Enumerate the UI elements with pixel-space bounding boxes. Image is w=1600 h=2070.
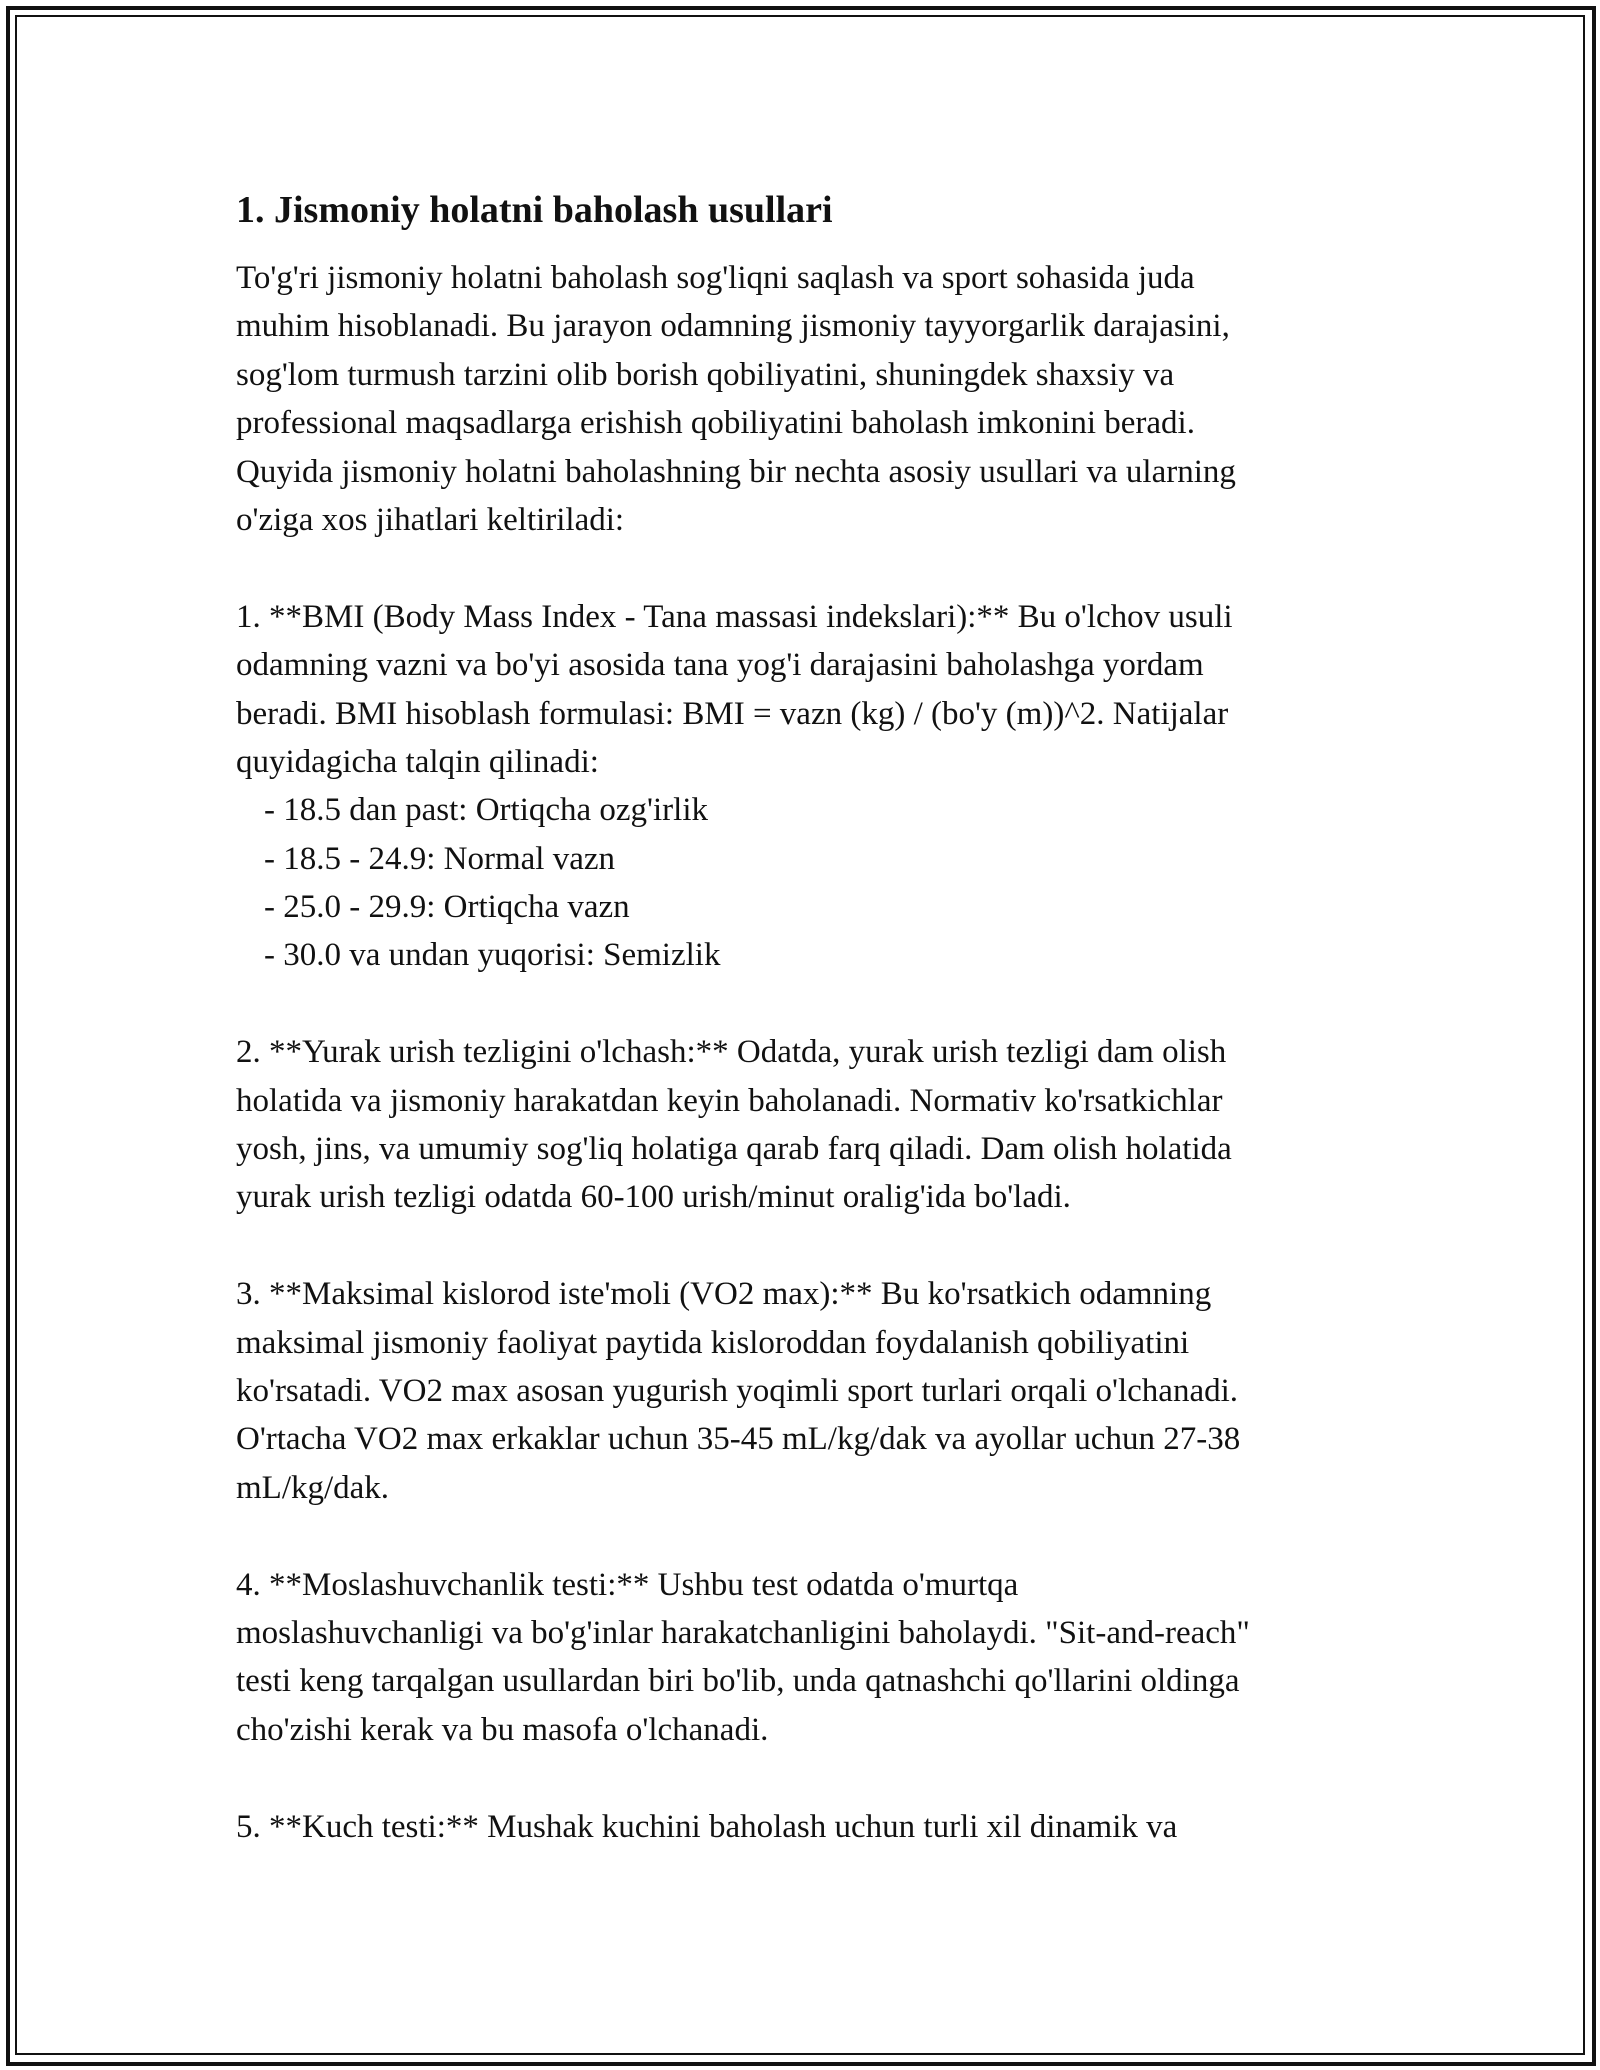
vo2max-line: 3. **Maksimal kislorod iste'moli (VO2 max):** Bu ko'rsatkich odamning bbox=[236, 1276, 1212, 1313]
paragraph-gap bbox=[236, 980, 1376, 1028]
intro-line: o'ziga xos jihatlari keltiriladi: bbox=[236, 501, 625, 538]
bmi-line: beradi. BMI hisoblash formulasi: BMI = vazn (kg) / (bo'y (m))^2. Natijalar bbox=[236, 695, 1229, 732]
flexibility-line: moslashuvchanligi va bo'g'inlar harakatchanligini baholaydi. "Sit-and-reach" bbox=[236, 1614, 1250, 1651]
bmi-line: 1. **BMI (Body Mass Index - Tana massasi indekslari):** Bu o'lchov usuli bbox=[236, 598, 1233, 635]
intro-line: sog'lom turmush tarzini olib borish qobiliyatini, shuningdek shaxsiy va bbox=[236, 356, 1175, 393]
vo2max-line: ko'rsatadi. VO2 max asosan yugurish yoqimli sport turlari orqali o'lchanadi. bbox=[236, 1372, 1239, 1409]
paragraph-gap bbox=[236, 1222, 1376, 1270]
bmi-range-item: - 30.0 va undan yuqorisi: Semizlik bbox=[264, 937, 721, 974]
bmi-line: quyidagicha talqin qilinadi: bbox=[236, 743, 599, 780]
bmi-range-item: - 18.5 dan past: Ortiqcha ozg'irlik bbox=[264, 792, 709, 829]
intro-line: To'g'ri jismoniy holatni baholash sog'liqni saqlash va sport sohasida juda bbox=[236, 260, 1195, 296]
paragraph-gap bbox=[236, 1754, 1376, 1802]
flexibility-line: cho'zishi kerak va bu masofa o'lchanadi. bbox=[236, 1711, 769, 1748]
vo2max-paragraph bbox=[236, 1270, 1376, 1512]
heart-rate-paragraph bbox=[236, 1028, 1376, 1222]
paragraph-gap bbox=[236, 1512, 1376, 1560]
bmi-range-item: - 18.5 - 24.9: Normal vazn bbox=[264, 840, 615, 877]
heart-rate-line: yosh, jins, va umumiy sog'liq holatiga qarab farq qiladi. Dam olish holatida bbox=[236, 1131, 1232, 1168]
strength-paragraph bbox=[236, 1803, 1376, 1851]
section-title: 1. Jismoniy holatni baholash usullari bbox=[236, 189, 833, 231]
heart-rate-line: yurak urish tezligi odatda 60-100 urish/minut oralig'ida bo'ladi. bbox=[236, 1179, 1071, 1216]
strength-line: 5. **Kuch testi:** Mushak kuchini baholash uchun turli xil dinamik va bbox=[236, 1808, 1178, 1845]
flexibility-line: 4. **Moslashuvchanlik testi:** Ushbu test odatda o'murtqa bbox=[236, 1566, 1019, 1603]
vo2max-line: O'rtacha VO2 max erkaklar uchun 35-45 mL/kg/dak va ayollar uchun 27-38 bbox=[236, 1421, 1241, 1458]
flexibility-line: testi keng tarqalgan usullardan biri bo'lib, unda qatnashchi qo'llarini oldinga bbox=[236, 1663, 1240, 1700]
intro-line: muhim hisoblanadi. Bu jarayon odamning jismoniy tayyorgarlik darajasini, bbox=[236, 308, 1230, 345]
flexibility-paragraph bbox=[236, 1561, 1376, 1755]
heart-rate-line: holatida va jismoniy harakatdan keyin baholanadi. Normativ ko'rsatkichlar bbox=[236, 1082, 1223, 1119]
bmi-range-item: - 25.0 - 29.9: Ortiqcha vazn bbox=[264, 889, 630, 926]
heart-rate-line: 2. **Yurak urish tezligini o'lchash:** Odatda, yurak urish tezligi dam olish bbox=[236, 1034, 1227, 1071]
paragraph-gap bbox=[236, 544, 1376, 592]
bmi-line: odamning vazni va bo'yi asosida tana yog'i darajasini baholashga yordam bbox=[236, 647, 1204, 684]
intro-paragraph bbox=[236, 254, 1376, 544]
vo2max-line: maksimal jismoniy faoliyat paytida kisloroddan foydalanish qobiliyatini bbox=[236, 1324, 1190, 1361]
intro-line: professional maqsadlarga erishish qobiliyatini baholash imkonini beradi. bbox=[236, 405, 1195, 442]
bmi-paragraph bbox=[236, 593, 1376, 980]
document-body bbox=[236, 186, 1376, 1851]
vo2max-line: mL/kg/dak. bbox=[236, 1469, 390, 1506]
intro-line: Quyida jismoniy holatni baholashning bir nechta asosiy usullari va ularning bbox=[236, 453, 1236, 490]
